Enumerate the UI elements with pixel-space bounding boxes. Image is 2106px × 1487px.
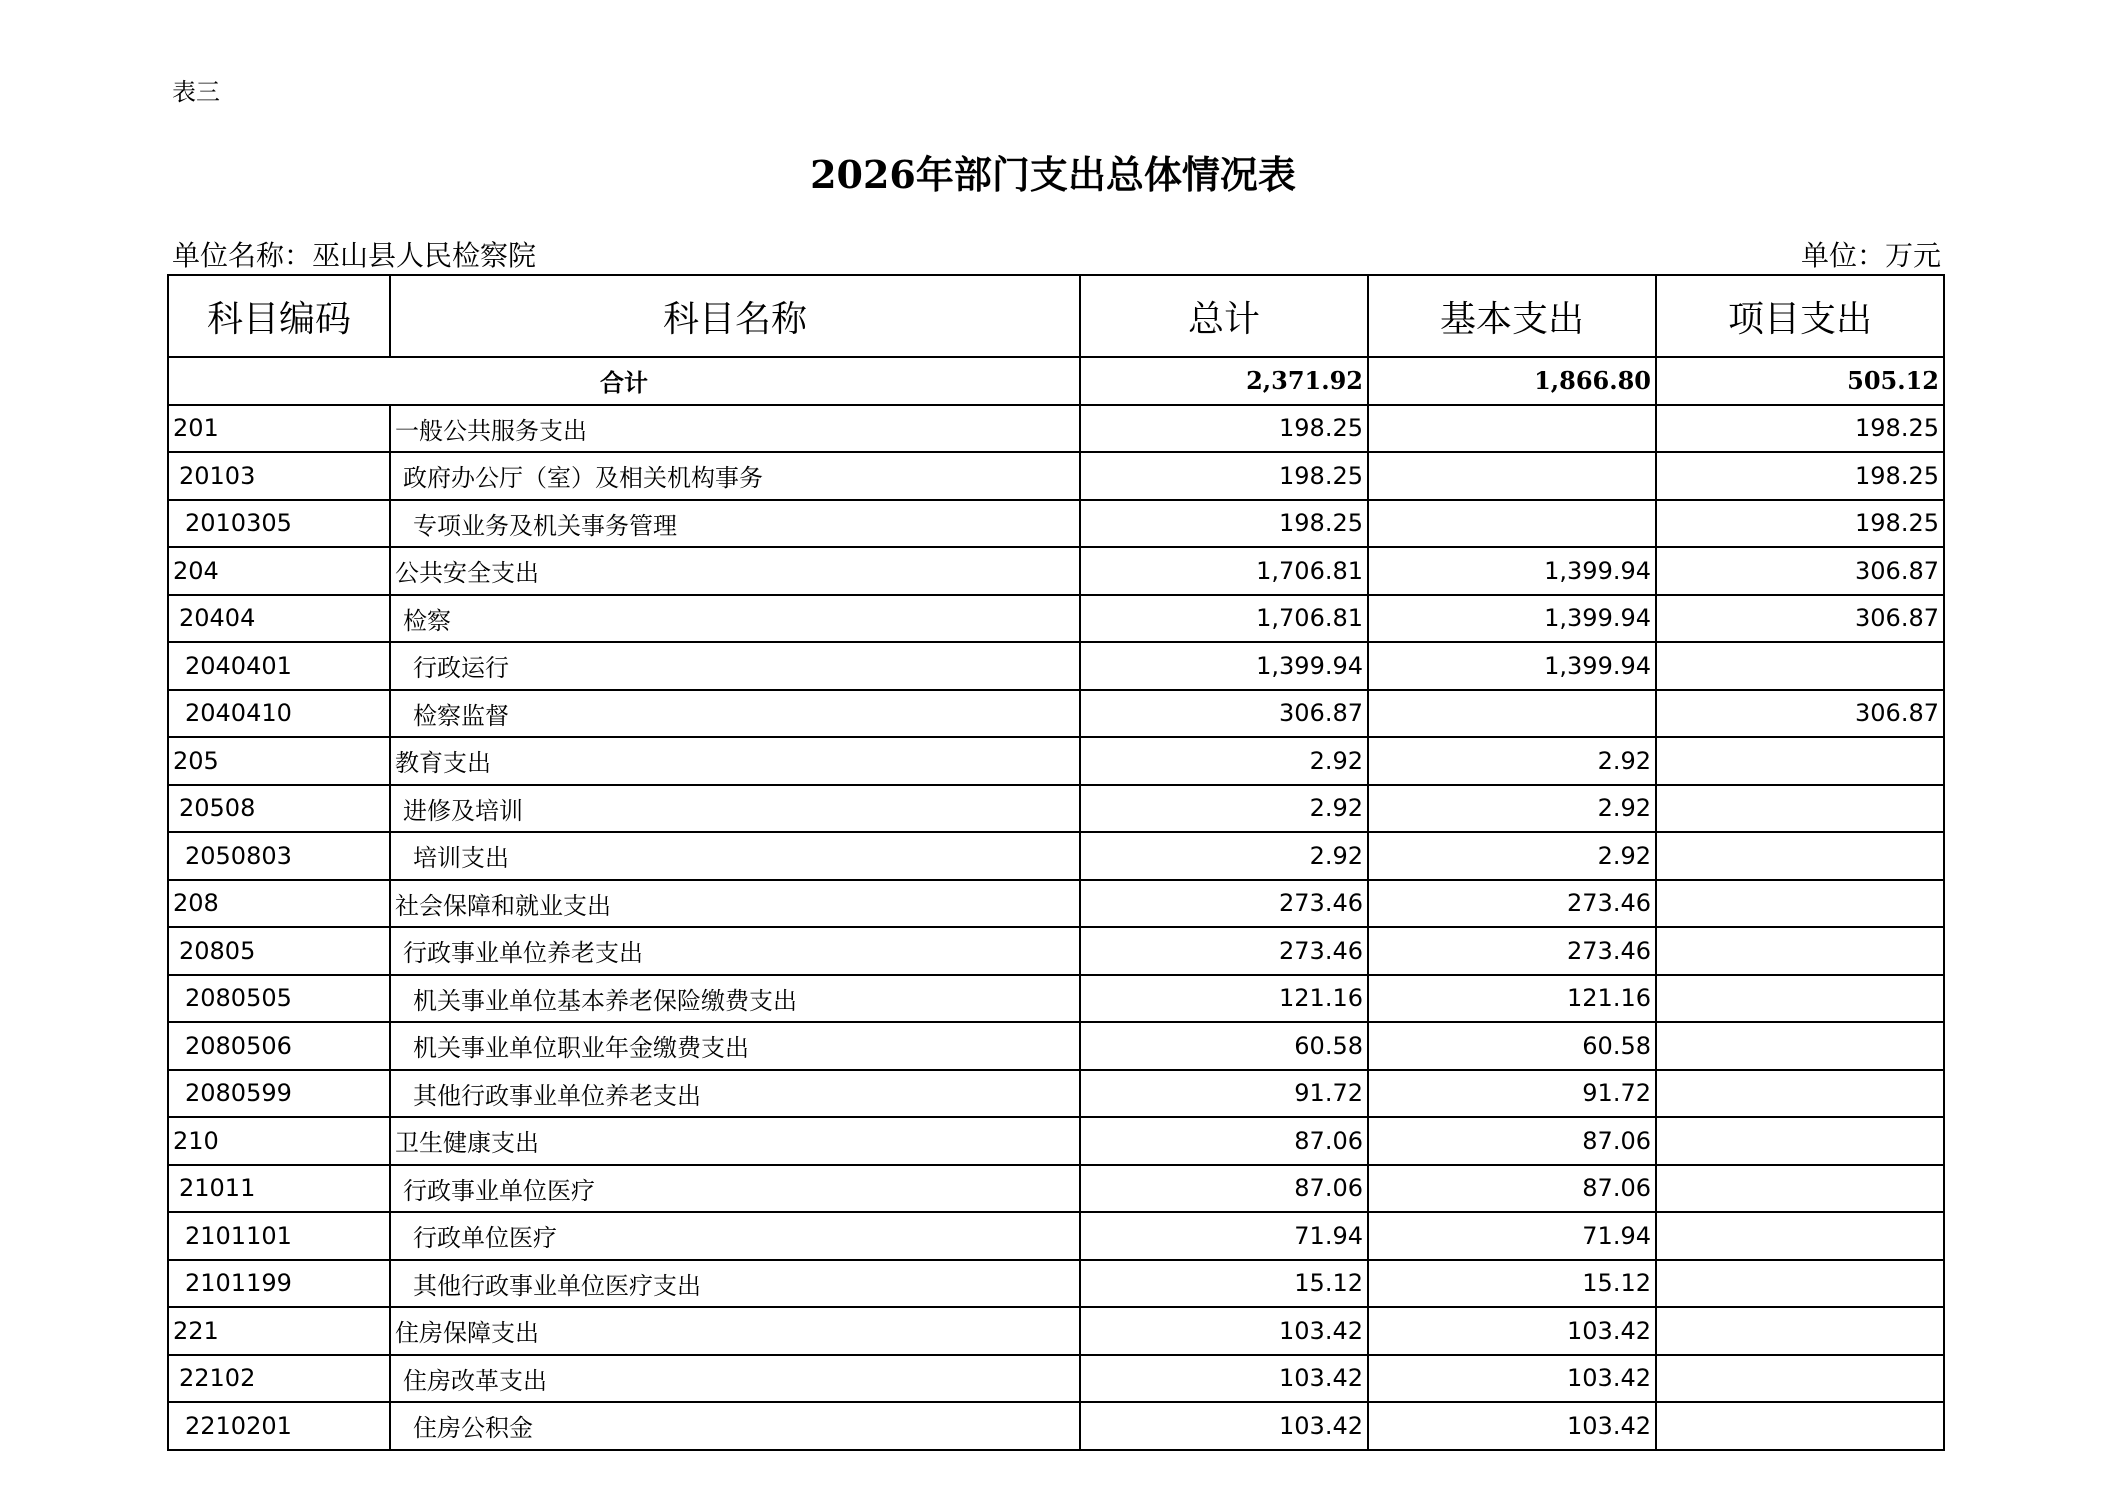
- row-code: 208: [168, 880, 390, 928]
- row-total: 273.46: [1080, 927, 1368, 975]
- table-row: [168, 1070, 1944, 1118]
- row-code: 22102: [168, 1355, 390, 1403]
- row-project: [1656, 1355, 1944, 1403]
- row-code: 2080599: [168, 1070, 390, 1118]
- row-name: 一般公共服务支出: [390, 405, 1080, 453]
- row-basic: [1368, 405, 1656, 453]
- row-total: 2.92: [1080, 785, 1368, 833]
- row-basic: 273.46: [1368, 880, 1656, 928]
- row-project: 198.25: [1656, 405, 1944, 453]
- row-project: [1656, 832, 1944, 880]
- row-code: 20508: [168, 785, 390, 833]
- header-project: 项目支出: [1656, 275, 1944, 357]
- row-total: 198.25: [1080, 405, 1368, 453]
- table-row: [168, 1355, 1944, 1403]
- row-project: [1656, 1070, 1944, 1118]
- row-name: 住房改革支出: [390, 1355, 1080, 1403]
- row-total: 103.42: [1080, 1307, 1368, 1355]
- row-total: 91.72: [1080, 1070, 1368, 1118]
- row-basic: 87.06: [1368, 1117, 1656, 1165]
- row-basic: 121.16: [1368, 975, 1656, 1023]
- row-name: 其他行政事业单位医疗支出: [390, 1260, 1080, 1308]
- row-total: 273.46: [1080, 880, 1368, 928]
- row-basic: 103.42: [1368, 1355, 1656, 1403]
- row-basic: [1368, 452, 1656, 500]
- page-title: 2026年部门支出总体情况表: [810, 152, 1296, 197]
- row-project: [1656, 880, 1944, 928]
- row-project: [1656, 642, 1944, 690]
- row-code: 2080505: [168, 975, 390, 1023]
- row-code: 2080506: [168, 1022, 390, 1070]
- row-project: 306.87: [1656, 595, 1944, 643]
- table-row: [168, 1212, 1944, 1260]
- row-project: [1656, 1117, 1944, 1165]
- header-name: 科目名称: [390, 275, 1080, 357]
- row-code: 2101199: [168, 1260, 390, 1308]
- row-basic: 60.58: [1368, 1022, 1656, 1070]
- row-name: 进修及培训: [390, 785, 1080, 833]
- row-project: [1656, 1212, 1944, 1260]
- table-row: [168, 1117, 1944, 1165]
- row-name: 教育支出: [390, 737, 1080, 785]
- row-project: 306.87: [1656, 690, 1944, 738]
- row-code: 2210201: [168, 1402, 390, 1450]
- row-project: [1656, 737, 1944, 785]
- table-row: [168, 927, 1944, 975]
- table-row: [168, 452, 1944, 500]
- table-row: [168, 1402, 1944, 1450]
- row-code: 2050803: [168, 832, 390, 880]
- total-label: 合计: [168, 357, 1080, 405]
- row-code: 20805: [168, 927, 390, 975]
- row-name: 机关事业单位基本养老保险缴费支出: [390, 975, 1080, 1023]
- row-name: 政府办公厅（室）及相关机构事务: [390, 452, 1080, 500]
- row-name: 专项业务及机关事务管理: [390, 500, 1080, 548]
- row-total: 306.87: [1080, 690, 1368, 738]
- table-row: [168, 832, 1944, 880]
- row-name: 卫生健康支出: [390, 1117, 1080, 1165]
- row-code: 221: [168, 1307, 390, 1355]
- row-code: 20404: [168, 595, 390, 643]
- row-basic: 71.94: [1368, 1212, 1656, 1260]
- row-code: 2010305: [168, 500, 390, 548]
- row-total: 71.94: [1080, 1212, 1368, 1260]
- header-total: 总计: [1080, 275, 1368, 357]
- row-code: 2101101: [168, 1212, 390, 1260]
- table-row: [168, 975, 1944, 1023]
- table-row: [168, 595, 1944, 643]
- row-basic: 2.92: [1368, 737, 1656, 785]
- row-basic: 1,399.94: [1368, 595, 1656, 643]
- row-basic: 87.06: [1368, 1165, 1656, 1213]
- row-basic: 91.72: [1368, 1070, 1656, 1118]
- row-total: 103.42: [1080, 1355, 1368, 1403]
- row-code: 205: [168, 737, 390, 785]
- table-row: [168, 642, 1944, 690]
- table-row: [168, 500, 1944, 548]
- row-name: 社会保障和就业支出: [390, 880, 1080, 928]
- table-row: [168, 1260, 1944, 1308]
- row-project: [1656, 1307, 1944, 1355]
- table-row: [168, 785, 1944, 833]
- row-total: 198.25: [1080, 500, 1368, 548]
- row-project: [1656, 1402, 1944, 1450]
- table-row: [168, 1165, 1944, 1213]
- row-total: 1,399.94: [1080, 642, 1368, 690]
- row-code: 21011: [168, 1165, 390, 1213]
- row-project: [1656, 1260, 1944, 1308]
- row-basic: 2.92: [1368, 832, 1656, 880]
- row-code: 20103: [168, 452, 390, 500]
- table-row: [168, 880, 1944, 928]
- row-total: 1,706.81: [1080, 547, 1368, 595]
- header-row: [168, 275, 1944, 357]
- row-project: 198.25: [1656, 500, 1944, 548]
- row-total: 87.06: [1080, 1165, 1368, 1213]
- row-basic: 15.12: [1368, 1260, 1656, 1308]
- row-code: 210: [168, 1117, 390, 1165]
- row-basic: 1,399.94: [1368, 642, 1656, 690]
- row-project: [1656, 1022, 1944, 1070]
- row-code: 204: [168, 547, 390, 595]
- row-name: 其他行政事业单位养老支出: [390, 1070, 1080, 1118]
- row-basic: 1,399.94: [1368, 547, 1656, 595]
- row-name: 住房公积金: [390, 1402, 1080, 1450]
- row-basic: 103.42: [1368, 1402, 1656, 1450]
- unit-label: 单位：万元: [1800, 239, 1941, 272]
- row-name: 行政事业单位医疗: [390, 1165, 1080, 1213]
- row-project: [1656, 1165, 1944, 1213]
- row-total: 87.06: [1080, 1117, 1368, 1165]
- row-name: 检察: [390, 595, 1080, 643]
- row-name: 培训支出: [390, 832, 1080, 880]
- table-row: [168, 1307, 1944, 1355]
- row-name: 机关事业单位职业年金缴费支出: [390, 1022, 1080, 1070]
- table-row: [168, 690, 1944, 738]
- unit-name: 单位名称：巫山县人民检察院: [172, 239, 537, 272]
- row-name: 检察监督: [390, 690, 1080, 738]
- table-row: [168, 1022, 1944, 1070]
- row-basic: [1368, 690, 1656, 738]
- row-code: 201: [168, 405, 390, 453]
- total-total: 2,371.92: [1080, 357, 1368, 405]
- table-label: 表三: [172, 78, 220, 106]
- total-basic: 1,866.80: [1368, 357, 1656, 405]
- row-total: 2.92: [1080, 832, 1368, 880]
- table-row: [168, 405, 1944, 453]
- row-name: 行政单位医疗: [390, 1212, 1080, 1260]
- table-row: [168, 737, 1944, 785]
- row-basic: 273.46: [1368, 927, 1656, 975]
- row-basic: 103.42: [1368, 1307, 1656, 1355]
- row-basic: 2.92: [1368, 785, 1656, 833]
- row-name: 行政事业单位养老支出: [390, 927, 1080, 975]
- row-name: 住房保障支出: [390, 1307, 1080, 1355]
- row-name: 公共安全支出: [390, 547, 1080, 595]
- row-project: 306.87: [1656, 547, 1944, 595]
- table-row: [168, 547, 1944, 595]
- row-project: [1656, 975, 1944, 1023]
- row-basic: [1368, 500, 1656, 548]
- row-project: 198.25: [1656, 452, 1944, 500]
- row-project: [1656, 785, 1944, 833]
- row-code: 2040401: [168, 642, 390, 690]
- row-total: 1,706.81: [1080, 595, 1368, 643]
- row-total: 121.16: [1080, 975, 1368, 1023]
- total-project: 505.12: [1656, 357, 1944, 405]
- header-code: 科目编码: [168, 275, 390, 357]
- total-row: [168, 357, 1944, 405]
- row-total: 15.12: [1080, 1260, 1368, 1308]
- header-basic: 基本支出: [1368, 275, 1656, 357]
- row-project: [1656, 927, 1944, 975]
- row-total: 198.25: [1080, 452, 1368, 500]
- row-total: 103.42: [1080, 1402, 1368, 1450]
- row-code: 2040410: [168, 690, 390, 738]
- row-total: 60.58: [1080, 1022, 1368, 1070]
- expense-table: [167, 274, 1945, 1451]
- row-total: 2.92: [1080, 737, 1368, 785]
- row-name: 行政运行: [390, 642, 1080, 690]
